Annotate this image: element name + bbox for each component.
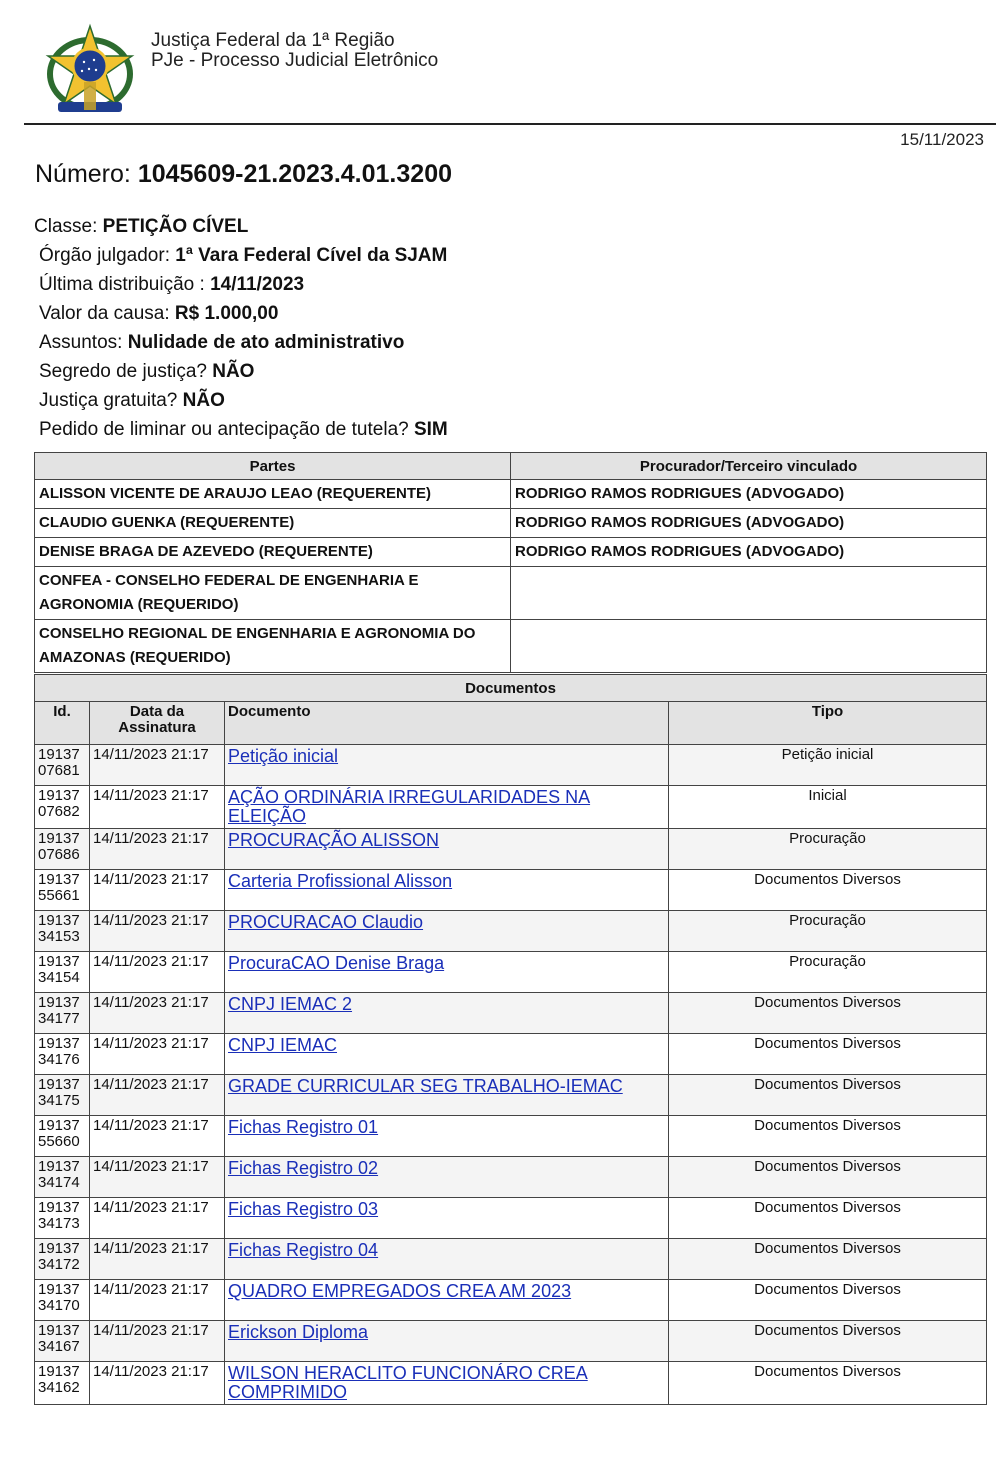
print-date: 15/11/2023 xyxy=(900,130,984,149)
field-value: SIM xyxy=(413,419,448,440)
col-data-header: Data da Assinatura xyxy=(90,702,225,745)
document-cell xyxy=(225,1362,669,1405)
document-id xyxy=(35,911,90,952)
process-fields xyxy=(34,214,448,446)
field-label: Pedido de liminar ou antecipação de tutela? xyxy=(39,419,414,440)
document-link[interactable]: ProcuraCAO Denise Braga xyxy=(228,953,445,973)
document-type: Procuração xyxy=(669,829,987,870)
document-date: 14/11/2023 21:17 xyxy=(90,952,225,993)
field-value: 1ª Vara Federal Cível da SJAM xyxy=(175,245,448,266)
header-divider xyxy=(24,123,996,125)
document-id-part2: 34162 xyxy=(38,1379,80,1396)
document-date: 14/11/2023 21:17 xyxy=(90,1198,225,1239)
document-id-part1: 19137 xyxy=(38,1363,80,1380)
document-type: Documentos Diversos xyxy=(669,1034,987,1075)
document-row xyxy=(35,952,987,993)
document-link[interactable]: Carteria Profissional Alisson xyxy=(228,871,453,891)
document-id-part2: 34173 xyxy=(38,1215,80,1232)
document-row xyxy=(35,1075,987,1116)
document-id-part2: 55661 xyxy=(38,887,80,904)
document-id-part1: 19137 xyxy=(38,1281,80,1298)
field-label: Justiça gratuita? xyxy=(39,390,183,411)
document-id-part2: 34172 xyxy=(38,1256,80,1273)
field-gratuita xyxy=(34,388,448,417)
document-cell xyxy=(225,745,669,786)
field-valor xyxy=(34,301,448,330)
document-id xyxy=(35,829,90,870)
document-id-part2: 07682 xyxy=(38,803,80,820)
document-id-part1: 19137 xyxy=(38,1158,80,1175)
document-id xyxy=(35,745,90,786)
org-name: Justiça Federal da 1ª Região xyxy=(151,30,395,51)
procurador-name xyxy=(511,620,987,673)
document-date: 14/11/2023 21:17 xyxy=(90,993,225,1034)
field-assuntos xyxy=(34,330,448,359)
document-id-part2: 34153 xyxy=(38,928,80,945)
document-row xyxy=(35,1198,987,1239)
document-id-part1: 19137 xyxy=(38,912,80,929)
document-date: 14/11/2023 21:17 xyxy=(90,829,225,870)
document-row xyxy=(35,745,987,786)
document-id-part1: 19137 xyxy=(38,746,80,763)
document-row xyxy=(35,1280,987,1321)
parte-name: CONFEA - CONSELHO FEDERAL DE ENGENHARIA E AGRONOMIA (REQUERIDO) xyxy=(35,567,511,620)
document-type: Petição inicial xyxy=(669,745,987,786)
field-distribuicao xyxy=(34,272,448,301)
document-link[interactable]: Petição inicial xyxy=(228,746,339,766)
field-value: NÃO xyxy=(182,390,225,411)
document-date: 14/11/2023 21:17 xyxy=(90,911,225,952)
document-cell xyxy=(225,1280,669,1321)
field-label: Assuntos: xyxy=(39,332,128,353)
document-row xyxy=(35,1362,987,1405)
document-cell xyxy=(225,1198,669,1239)
document-cell xyxy=(225,1075,669,1116)
document-link[interactable]: Fichas Registro 03 xyxy=(228,1199,379,1219)
parte-name: CLAUDIO GUENKA (REQUERENTE) xyxy=(35,509,511,538)
document-type: Documentos Diversos xyxy=(669,1239,987,1280)
document-id xyxy=(35,1362,90,1405)
document-id-part2: 34176 xyxy=(38,1051,80,1068)
document-id xyxy=(35,786,90,829)
document-id xyxy=(35,1157,90,1198)
document-type: Documentos Diversos xyxy=(669,1116,987,1157)
document-date: 14/11/2023 21:17 xyxy=(90,745,225,786)
procurador-name xyxy=(511,567,987,620)
document-id xyxy=(35,1034,90,1075)
document-date: 14/11/2023 21:17 xyxy=(90,1321,225,1362)
document-date: 14/11/2023 21:17 xyxy=(90,1075,225,1116)
document-cell xyxy=(225,1034,669,1075)
field-label: Valor da causa: xyxy=(39,303,175,324)
col-id-header: Id. xyxy=(35,702,90,745)
document-link[interactable]: CNPJ IEMAC 2 xyxy=(228,994,353,1014)
document-type: Procuração xyxy=(669,952,987,993)
document-date: 14/11/2023 21:17 xyxy=(90,1239,225,1280)
document-id xyxy=(35,1075,90,1116)
document-id-part1: 19137 xyxy=(38,871,80,888)
document-date: 14/11/2023 21:17 xyxy=(90,1116,225,1157)
col-tipo-header: Tipo xyxy=(669,702,987,745)
organization-header xyxy=(151,31,438,71)
document-link[interactable]: Erickson Diploma xyxy=(228,1322,369,1342)
document-type: Documentos Diversos xyxy=(669,870,987,911)
document-id-part1: 19137 xyxy=(38,994,80,1011)
field-value: Nulidade de ato administrativo xyxy=(127,332,405,353)
document-id-part1: 19137 xyxy=(38,953,80,970)
document-row xyxy=(35,1116,987,1157)
col-documento-header: Documento xyxy=(225,702,669,745)
document-cell xyxy=(225,1239,669,1280)
parte-name: ALISSON VICENTE DE ARAUJO LEAO (REQUERENTE) xyxy=(35,480,511,509)
documentos-table xyxy=(34,674,987,1405)
parte-row xyxy=(35,509,987,538)
document-cell xyxy=(225,911,669,952)
document-id-part2: 34167 xyxy=(38,1338,80,1355)
document-link[interactable]: QUADRO EMPREGADOS CREA AM 2023 xyxy=(228,1281,572,1301)
procurador-name: RODRIGO RAMOS RODRIGUES (ADVOGADO) xyxy=(511,538,987,567)
document-link[interactable]: Fichas Registro 04 xyxy=(228,1240,379,1260)
field-label: Segredo de justiça? xyxy=(39,361,213,382)
document-row xyxy=(35,829,987,870)
document-id-part1: 19137 xyxy=(38,1199,80,1216)
document-id xyxy=(35,1239,90,1280)
document-id-part2: 34177 xyxy=(38,1010,80,1027)
document-id-part1: 19137 xyxy=(38,1117,80,1134)
document-link[interactable]: PROCURAÇÃO ALISSON xyxy=(228,830,440,850)
field-orgao xyxy=(34,243,448,272)
field-value: 14/11/2023 xyxy=(210,274,305,295)
document-cell xyxy=(225,829,669,870)
document-date: 14/11/2023 21:17 xyxy=(90,870,225,911)
parte-row xyxy=(35,567,987,620)
document-cell xyxy=(225,993,669,1034)
document-cell xyxy=(225,786,669,829)
field-segredo xyxy=(34,359,448,388)
document-row xyxy=(35,1034,987,1075)
document-id xyxy=(35,952,90,993)
document-type: Documentos Diversos xyxy=(669,1280,987,1321)
document-row xyxy=(35,993,987,1034)
document-id-part2: 55660 xyxy=(38,1133,80,1150)
document-date: 14/11/2023 21:17 xyxy=(90,1280,225,1321)
parte-name: DENISE BRAGA DE AZEVEDO (REQUERENTE) xyxy=(35,538,511,567)
document-id-part2: 34175 xyxy=(38,1092,80,1109)
document-type: Procuração xyxy=(669,911,987,952)
field-value: R$ 1.000,00 xyxy=(174,303,279,324)
parte-row xyxy=(35,538,987,567)
document-type: Documentos Diversos xyxy=(669,993,987,1034)
document-link[interactable]: AÇÃO ORDINÁRIA IRREGULARIDADES NA ELEIÇÃO xyxy=(228,787,591,826)
document-type: Documentos Diversos xyxy=(669,1157,987,1198)
procurador-name: RODRIGO RAMOS RODRIGUES (ADVOGADO) xyxy=(511,509,987,538)
document-row xyxy=(35,870,987,911)
document-cell xyxy=(225,870,669,911)
document-link[interactable]: Fichas Registro 02 xyxy=(228,1158,379,1178)
document-date: 14/11/2023 21:17 xyxy=(90,1034,225,1075)
field-value: PETIÇÃO CÍVEL xyxy=(102,216,249,237)
brazil-coat-of-arms-icon xyxy=(44,22,136,120)
document-id-part1: 19137 xyxy=(38,1076,80,1093)
partes-table xyxy=(34,452,987,673)
document-cell xyxy=(225,1157,669,1198)
document-id xyxy=(35,1321,90,1362)
documentos-title: Documentos xyxy=(35,675,987,702)
document-id-part2: 07686 xyxy=(38,846,80,863)
document-link[interactable]: WILSON HERACLITO FUNCIONÁRO CREA COMPRIMIDO xyxy=(228,1363,588,1402)
field-value: NÃO xyxy=(212,361,255,382)
document-link[interactable]: Fichas Registro 01 xyxy=(228,1117,379,1137)
document-id-part1: 19137 xyxy=(38,1322,80,1339)
document-id-part2: 34154 xyxy=(38,969,80,986)
document-row xyxy=(35,911,987,952)
document-id xyxy=(35,1280,90,1321)
document-type: Documentos Diversos xyxy=(669,1075,987,1116)
document-date: 14/11/2023 21:17 xyxy=(90,786,225,829)
process-number-label: Número: xyxy=(35,160,138,188)
procurador-name: RODRIGO RAMOS RODRIGUES (ADVOGADO) xyxy=(511,480,987,509)
field-classe xyxy=(34,214,448,243)
document-id xyxy=(35,870,90,911)
field-label: Órgão julgador: xyxy=(39,245,176,266)
document-id-part2: 07681 xyxy=(38,762,80,779)
procurador-header: Procurador/Terceiro vinculado xyxy=(511,453,987,480)
document-link[interactable]: CNPJ IEMAC xyxy=(228,1035,338,1055)
document-type: Documentos Diversos xyxy=(669,1198,987,1239)
parte-row xyxy=(35,480,987,509)
document-type: Documentos Diversos xyxy=(669,1362,987,1405)
document-cell xyxy=(225,1321,669,1362)
document-link[interactable]: GRADE CURRICULAR SEG TRABALHO-IEMAC xyxy=(228,1076,623,1096)
document-row xyxy=(35,1239,987,1280)
document-id-part2: 34170 xyxy=(38,1297,80,1314)
parte-row xyxy=(35,620,987,673)
document-id-part1: 19137 xyxy=(38,787,80,804)
field-label: Classe: xyxy=(34,216,103,237)
document-id-part1: 19137 xyxy=(38,1035,80,1052)
document-date: 14/11/2023 21:17 xyxy=(90,1362,225,1405)
document-id xyxy=(35,1116,90,1157)
process-number-value: 1045609-21.2023.4.01.3200 xyxy=(137,160,452,188)
document-row xyxy=(35,1157,987,1198)
field-liminar xyxy=(34,417,448,446)
document-id-part2: 34174 xyxy=(38,1174,80,1191)
document-cell xyxy=(225,952,669,993)
document-id-part1: 19137 xyxy=(38,830,80,847)
field-label: Última distribuição : xyxy=(39,274,211,295)
document-type: Documentos Diversos xyxy=(669,1321,987,1362)
document-type: Inicial xyxy=(669,786,987,829)
document-id xyxy=(35,993,90,1034)
system-name: PJe - Processo Judicial Eletrônico xyxy=(151,50,439,71)
process-number xyxy=(35,160,452,189)
document-link[interactable]: PROCURACAO Claudio xyxy=(228,912,424,932)
partes-header: Partes xyxy=(35,453,511,480)
documentos-body xyxy=(35,745,987,1405)
document-row xyxy=(35,786,987,829)
document-id xyxy=(35,1198,90,1239)
document-id-part1: 19137 xyxy=(38,1240,80,1257)
document-row xyxy=(35,1321,987,1362)
document-cell xyxy=(225,1116,669,1157)
document-date: 14/11/2023 21:17 xyxy=(90,1157,225,1198)
parte-name: CONSELHO REGIONAL DE ENGENHARIA E AGRONOMIA DO AMAZONAS (REQUERIDO) xyxy=(35,620,511,673)
